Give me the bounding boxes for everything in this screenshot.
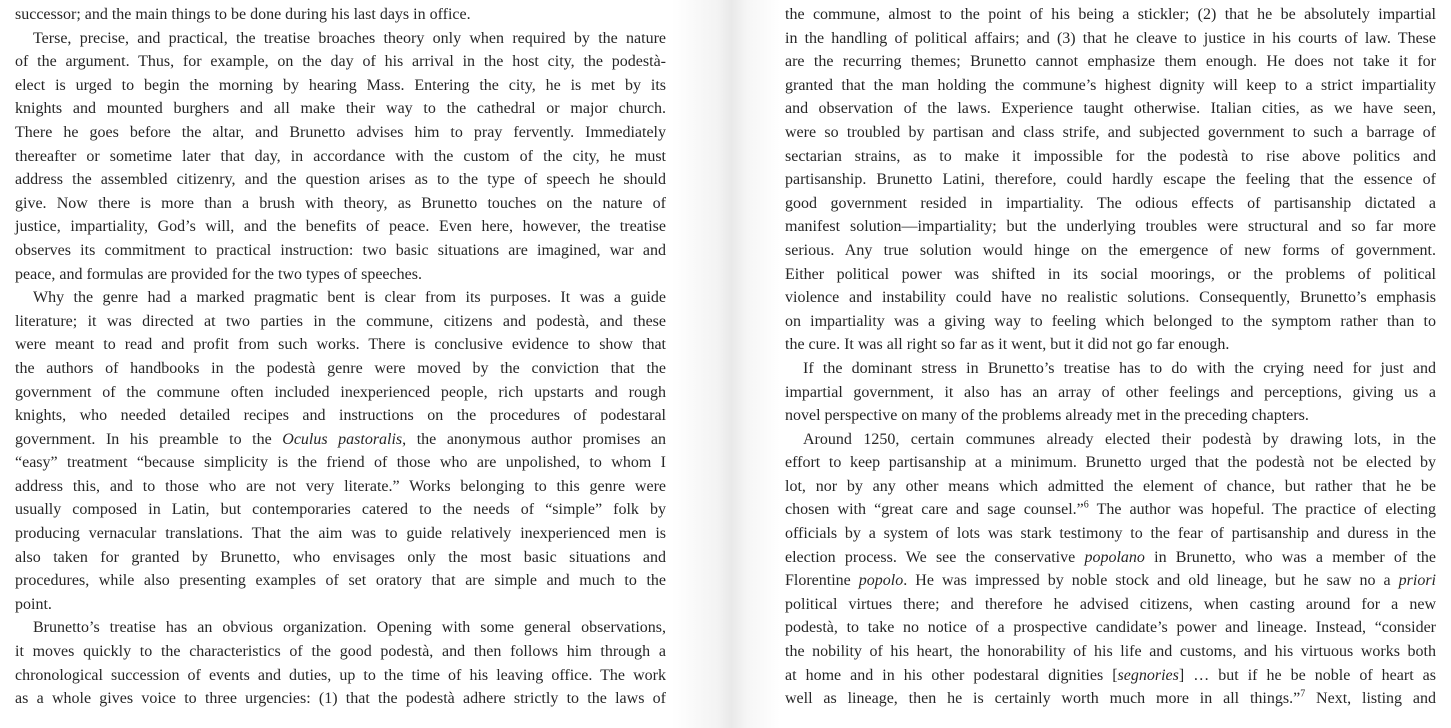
text-line: chosen with “great care and sage counsel.”$^6$ The author was hopeful. The practice of electing [785,500,1437,519]
text-line: Florentine popolo. He was impressed by noble stock and old lineage, but he saw no a priori [785,572,1436,590]
text-line: podestà, to take no notice of a prospective candidate’s power and lineage. Instead, “consider [785,619,1436,637]
text-line: usually composed in Latin, but contemporaries catered to the needs of “simple” folk by [15,501,666,519]
text-line: Around 1250, certain communes already elected their podestà by drawing lots, in the [803,430,1436,448]
text-line: impartial government, it also has an array of other feelings and perceptions, giving us a [785,383,1436,401]
text-line: knights, who needed detailed recipes and instructions on the procedures of podestaral [15,407,666,425]
text-line: political virtues there; and therefore he advised citizens, when casting around for a new [785,595,1436,613]
text-line: the cure. It was all right so far as it went, but it did not go far enough. [785,336,1230,354]
text-line: successor; and the main things to be done during his last days in office. [15,6,471,23]
text-line: are the recurring themes; Brunetto cannot emphasize them enough. He does not take it for [785,53,1436,71]
right-page [785,3,1436,711]
text-line: Why the genre had a marked pragmatic bent is clear from its purposes. It was a guide [33,289,666,307]
text-line: address this, and to those who are not very literate.” Works belonging to this genre were [15,477,666,495]
text-line: Terse, precise, and practical, the treatise broaches theory only when required by the nature [33,29,666,47]
text-line: novel perspective on many of the problems already met in the preceding chapters. [785,407,1309,425]
text-line: Brunetto’s treatise has an obvious organization. Opening with some general observations, [33,619,666,637]
text-line: government of the commune often included inexperienced people, rich upstarts and rough [15,383,666,401]
text-line: the authors of handbooks in the podestà genre were moved by the conviction that the [15,359,666,377]
text-line: election process. We see the conservative popolano in Brunetto, who was a member of the [785,548,1436,566]
text-line: literature; it was directed at two parties in the commune, citizens and podestà, and these [15,312,666,330]
text-line: “easy” treatment “because simplicity is the friend of those who are unpolished, to whom I [15,454,666,472]
text-line: justice, impartiality, God’s will, and the benefits of peace. Even here, however, the treatise [15,218,666,236]
text-line: well as lineage, then he is certainly worth much more in all things.”$^7$ Next, listing and [785,688,1437,708]
text-line: granted that the man holding the commune’s highest dignity will keep to a strict impartiality [785,76,1436,94]
text-line: Either political power was shifted in its social moorings, or the problems of political [785,265,1436,283]
text-line: thereafter or sometime later that day, in accordance with the custom of the city, he must [15,147,666,165]
text-line: manifest solution—impartiality; but the underlying troubles were structural and so far more [785,218,1436,236]
book-gutter [672,0,780,728]
text-line: If the dominant stress in Brunetto’s treatise has to do with the crying need for just and [803,359,1436,377]
text-line: on impartiality was a giving way to feeling which belonged to the symptom rather than to [785,312,1436,330]
text-line: address the assembled citizenry, and the question arises as to the type of speech he should [15,171,666,189]
text-line: government. In his preamble to the Oculus pastoralis, the anonymous author promises an [15,430,667,448]
text-line: partisanship. Brunetto Latini, therefore, could hardly escape the feeling that the essence of [785,171,1436,189]
text-line: violence and instability could have no realistic solutions. Consequently, Brunetto’s emphasis [785,289,1436,307]
text-line: producing vernacular translations. That the aim was to guide relatively inexperienced men is [15,525,666,543]
text-line: in the handling of political affairs; and (3) that he cleave to justice in his courts of law. These [785,29,1436,47]
text-line: give. Now there is more than a brush with theory, as Brunetto touches on the nature of [15,194,666,212]
text-line: and observation of the laws. Experience taught otherwise. Italian cities, as we have seen, [785,100,1436,118]
text-line: procedures, while also presenting examples of set oratory that are simple and much to the [15,572,666,590]
text-line: observes its commitment to practical instruction: two basic situations are imagined, war and [15,241,666,259]
text-line: There he goes before the altar, and Brunetto advises him to pray fervently. Immediately [15,123,666,141]
text-line: effort to keep partisanship at a minimum. Brunetto urged that the podestà not be elected by [785,454,1436,472]
text-line: sectarian strains, as to make it impossible for the podestà to rise above politics and [785,147,1436,165]
left-page [15,3,666,711]
text-line: elect is urged to begin the morning by hearing Mass. Entering the city, he is met by its [15,76,666,94]
text-line: knights and mounted burghers and all make their way to the cathedral or major church. [15,100,666,118]
text-line: at home and in his other podestaral dignities [segnories] … but if he be noble of heart as [785,666,1436,684]
text-line: lot, nor by any other means which admitted the element of chance, but rather that he be [785,477,1436,495]
text-line: were so troubled by partisan and class strife, and subjected government to such a barrage of [785,123,1436,141]
text-line: chronological succession of events and duties, up to the time of his leaving office. The work [15,666,666,684]
text-line: serious. Any true solution would hinge on the emergence of new forms of government. [785,241,1436,259]
text-line: peace, and formulas are provided for the two types of speeches. [15,265,422,283]
text-line: as a whole gives voice to three urgencies: (1) that the podestà adhere strictly to the laws of [15,690,666,708]
text-line: good government resided in impartiality. The odious effects of partisanship dictated a [785,194,1436,212]
text-line: it moves quickly to the characteristics of the good podestà, and then follows him through a [15,643,666,661]
text-line: point. [15,595,52,613]
text-line: were meant to read and profit from such works. There is conclusive evidence to show that [15,336,666,354]
text-line: also taken for granted by Brunetto, who envisages only the most basic situations and [15,548,666,566]
text-line: the nobility of his heart, the honorability of his life and customs, and his virtuous works both [785,643,1436,661]
text-line: officials by a system of lots was stark testimony to the fear of partisanship and duress in the [785,525,1436,543]
text-line: of the argument. Thus, for example, on the day of his arrival in the host city, the podestà- [15,53,666,71]
text-line: the commune, almost to the point of his being a stickler; (2) that he be absolutely impartial [785,6,1436,23]
